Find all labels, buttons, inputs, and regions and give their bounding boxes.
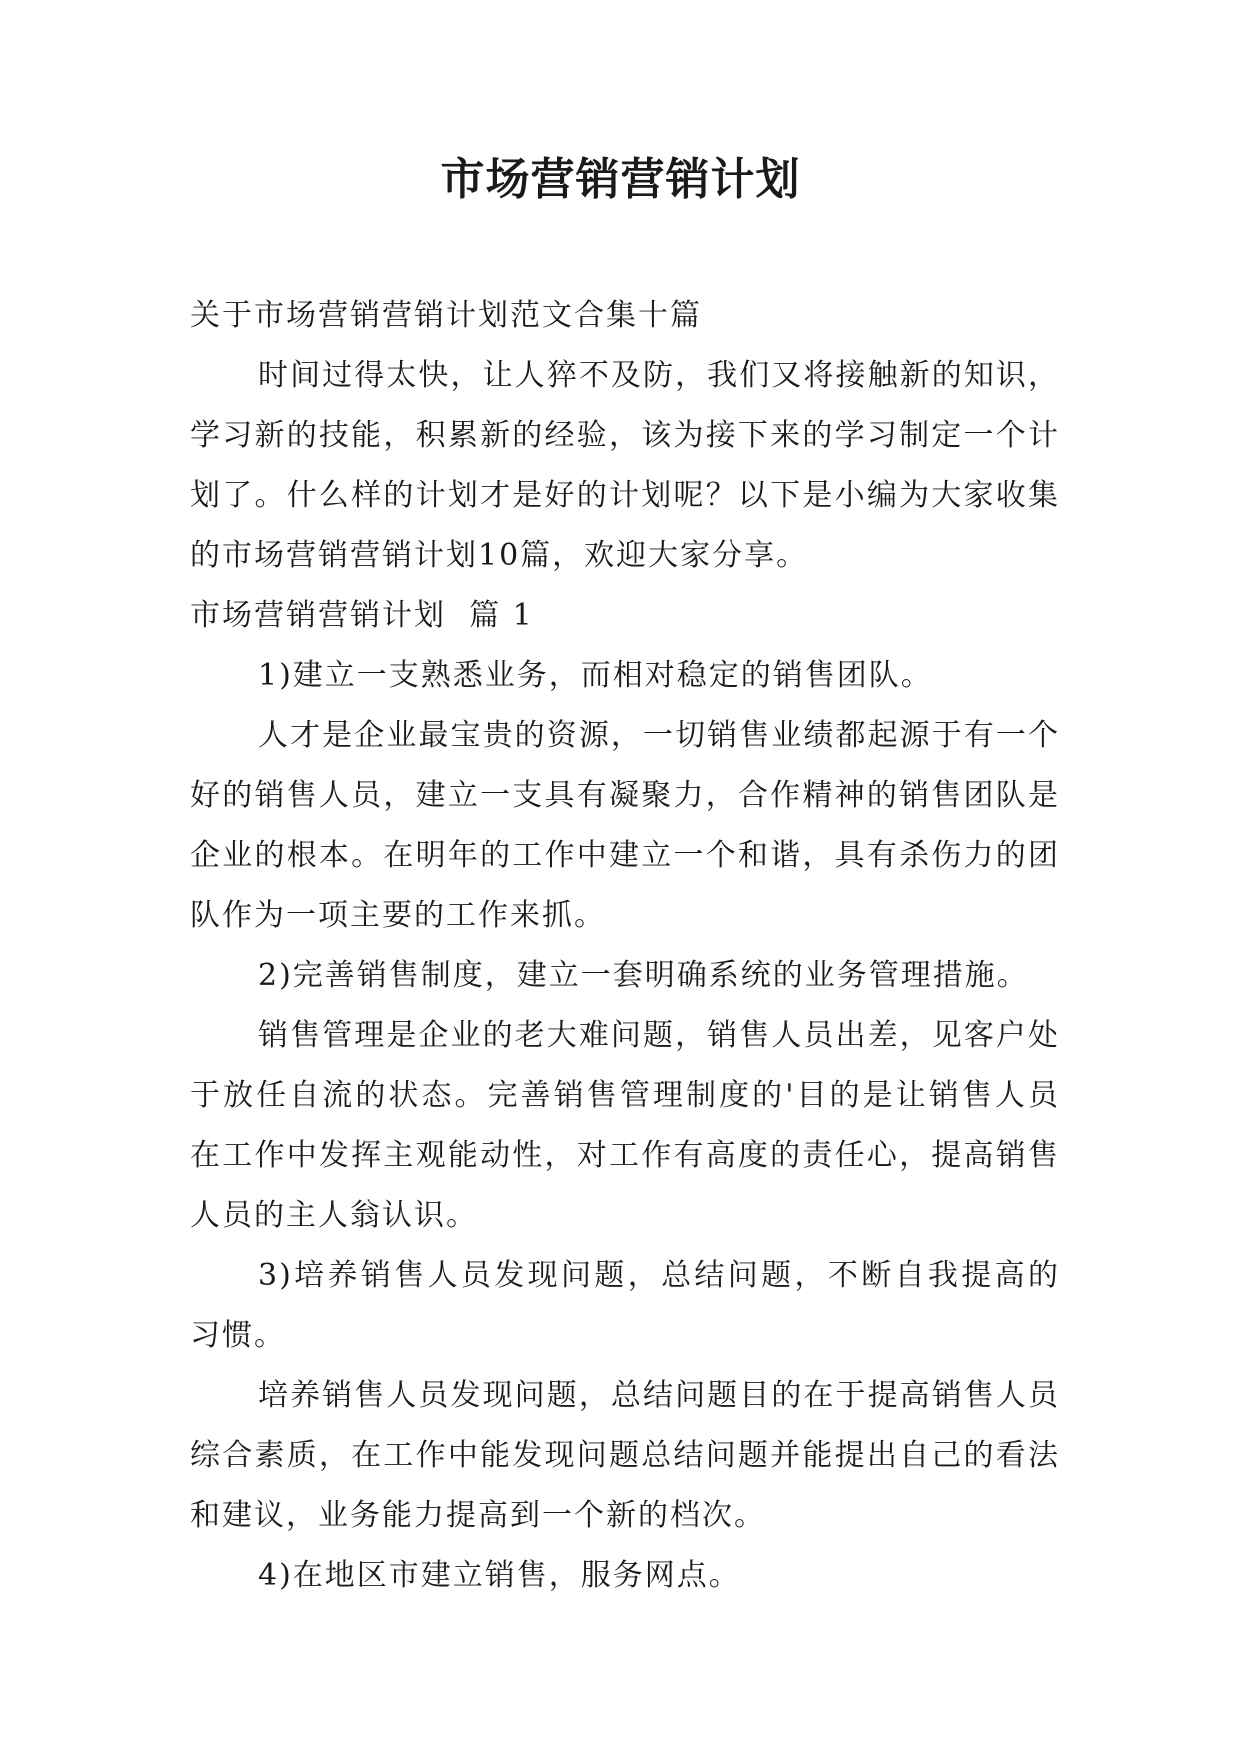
body-paragraph: 人才是企业最宝贵的资源，一切销售业绩都起源于有一个好的销售人员，建立一支具有凝聚力，合作精神的销售团队是企业的根本。在明年的工作中建立一个和谐，具有杀伤力的团队作为一项主要的工作来抓。 (190, 718, 1060, 933)
document-subtitle: 关于市场营销营销计划范文合集十篇 (190, 298, 702, 333)
list-item-2: 2)完善销售制度，建立一套明确系统的业务管理措施。 (258, 958, 1029, 993)
list-item-1: 1)建立一支熟悉业务，而相对稳定的销售团队。 (258, 658, 933, 693)
body-paragraph: 培养销售人员发现问题，总结问题目的在于提高销售人员综合素质，在工作中能发现问题总结问题并能提出自己的看法和建议，业务能力提高到一个新的档次。 (190, 1378, 1060, 1533)
document-body (190, 286, 1060, 1606)
intro-paragraph: 时间过得太快，让人猝不及防，我们又将接触新的知识，学习新的技能，积累新的经验，该为接下来的学习制定一个计划了。什么样的计划才是好的计划呢？以下是小编为大家收集的市场营销营销计划10篇，欢迎大家分享。 (190, 358, 1060, 573)
document-title: 市场营销营销计划 (440, 154, 801, 205)
body-paragraph: 销售管理是企业的老大难问题，销售人员出差，见客户处于放任自流的状态。完善销售管理制度的'目的是让销售人员在工作中发挥主观能动性，对工作有高度的责任心，提高销售人员的主人翁认识。 (190, 1018, 1060, 1233)
list-item-3: 3)培养销售人员发现问题，总结问题，不断自我提高的习惯。 (190, 1258, 1060, 1353)
list-item-4: 4)在地区市建立销售，服务网点。 (258, 1558, 741, 1593)
section-heading: 市场营销营销计划 篇 1 (190, 598, 534, 633)
